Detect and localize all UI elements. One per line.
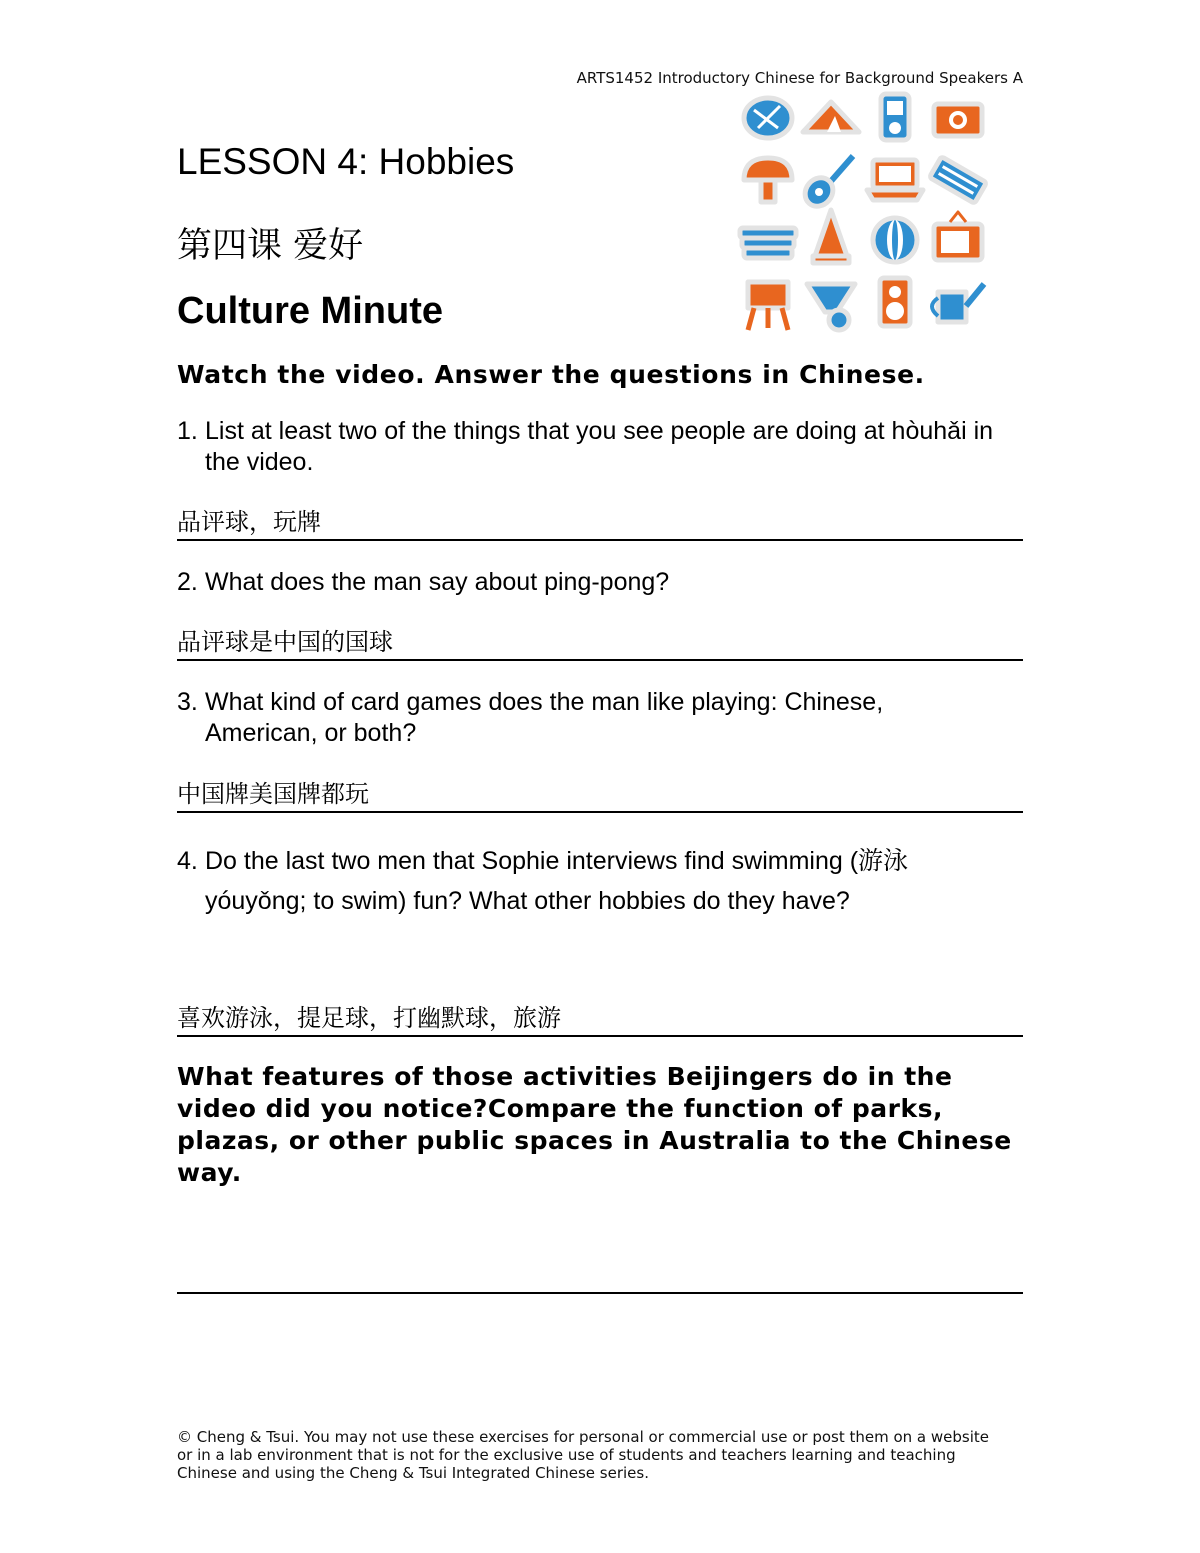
course-header: ARTS1452 Introductory Chinese for Background Speakers A: [576, 69, 1023, 87]
answer-3[interactable]: 中国牌美国牌都玩: [177, 780, 369, 808]
answer-line: [177, 1292, 1023, 1294]
question-text: List at least two of the things that you see people are doing at hòuhǎi in the video.: [205, 417, 994, 476]
tent-icon: [803, 102, 859, 132]
answer-line: [177, 811, 1023, 813]
question-4: [177, 841, 997, 921]
mushroom-icon: [744, 158, 792, 202]
hobby-icons-grid: [733, 88, 993, 338]
answer-line: [177, 539, 1023, 541]
lesson-title: LESSON 4: Hobbies: [177, 141, 515, 182]
instructions: Watch the video. Answer the questions in Chinese.: [177, 360, 925, 389]
question-2: [177, 567, 997, 598]
question-number: 3.: [177, 688, 198, 716]
flying-disc-icon: [744, 98, 792, 138]
guitar-icon: [799, 156, 853, 212]
question-number: 4.: [177, 847, 198, 875]
question-text: What kind of card games does the man like playing: Chinese, American, or both?: [205, 688, 884, 747]
speaker-icon: [880, 278, 910, 326]
camera-icon: [934, 104, 982, 136]
question-text: What does the man say about ping-pong?: [205, 568, 670, 596]
lesson-title-chinese: 第四课 爱好: [177, 226, 364, 266]
question-1: [177, 416, 997, 478]
question-3: [177, 687, 997, 749]
television-icon: [934, 212, 982, 260]
answer-line: [177, 659, 1023, 661]
answer-2[interactable]: 品评球是中国的国球: [177, 628, 393, 656]
reflection-question: What features of those activities Beijingers do in the video did you notice?Compare the function of parks, plazas, or other public spaces in Australia to the Chinese way.: [177, 1062, 1012, 1187]
mp3-player-icon: [881, 94, 909, 140]
books-icon: [740, 228, 796, 258]
answer-4[interactable]: 喜欢游泳，提足球，打幽默球，旅游: [177, 1004, 561, 1032]
bowling-icon: [807, 284, 855, 330]
section-heading: Culture Minute: [177, 290, 443, 332]
watering-can-icon: [932, 284, 984, 322]
question-number: 2.: [177, 568, 198, 596]
question-number: 1.: [177, 417, 198, 445]
beach-ball-icon: [873, 218, 917, 262]
question-text: Do the last two men that Sophie interviews find swimming (游泳 yóuyǒng; to swim) fun? What other hobbies do they have?: [205, 847, 909, 915]
laptop-icon: [867, 160, 923, 200]
easel-icon: [748, 282, 788, 330]
answer-line: [177, 1035, 1023, 1037]
answer-1[interactable]: 品评球，玩牌: [177, 508, 321, 536]
copyright-footer: © Cheng & Tsui. You may not use these exercises for personal or commercial use or post them on a website or in a lab environment that is not for the exclusive use of students and teachers learning and teaching Chinese and using the Cheng & Tsui Integrated Chinese series.: [177, 1428, 989, 1482]
sailboat-icon: [813, 210, 849, 263]
keyboard-icon: [929, 157, 986, 204]
